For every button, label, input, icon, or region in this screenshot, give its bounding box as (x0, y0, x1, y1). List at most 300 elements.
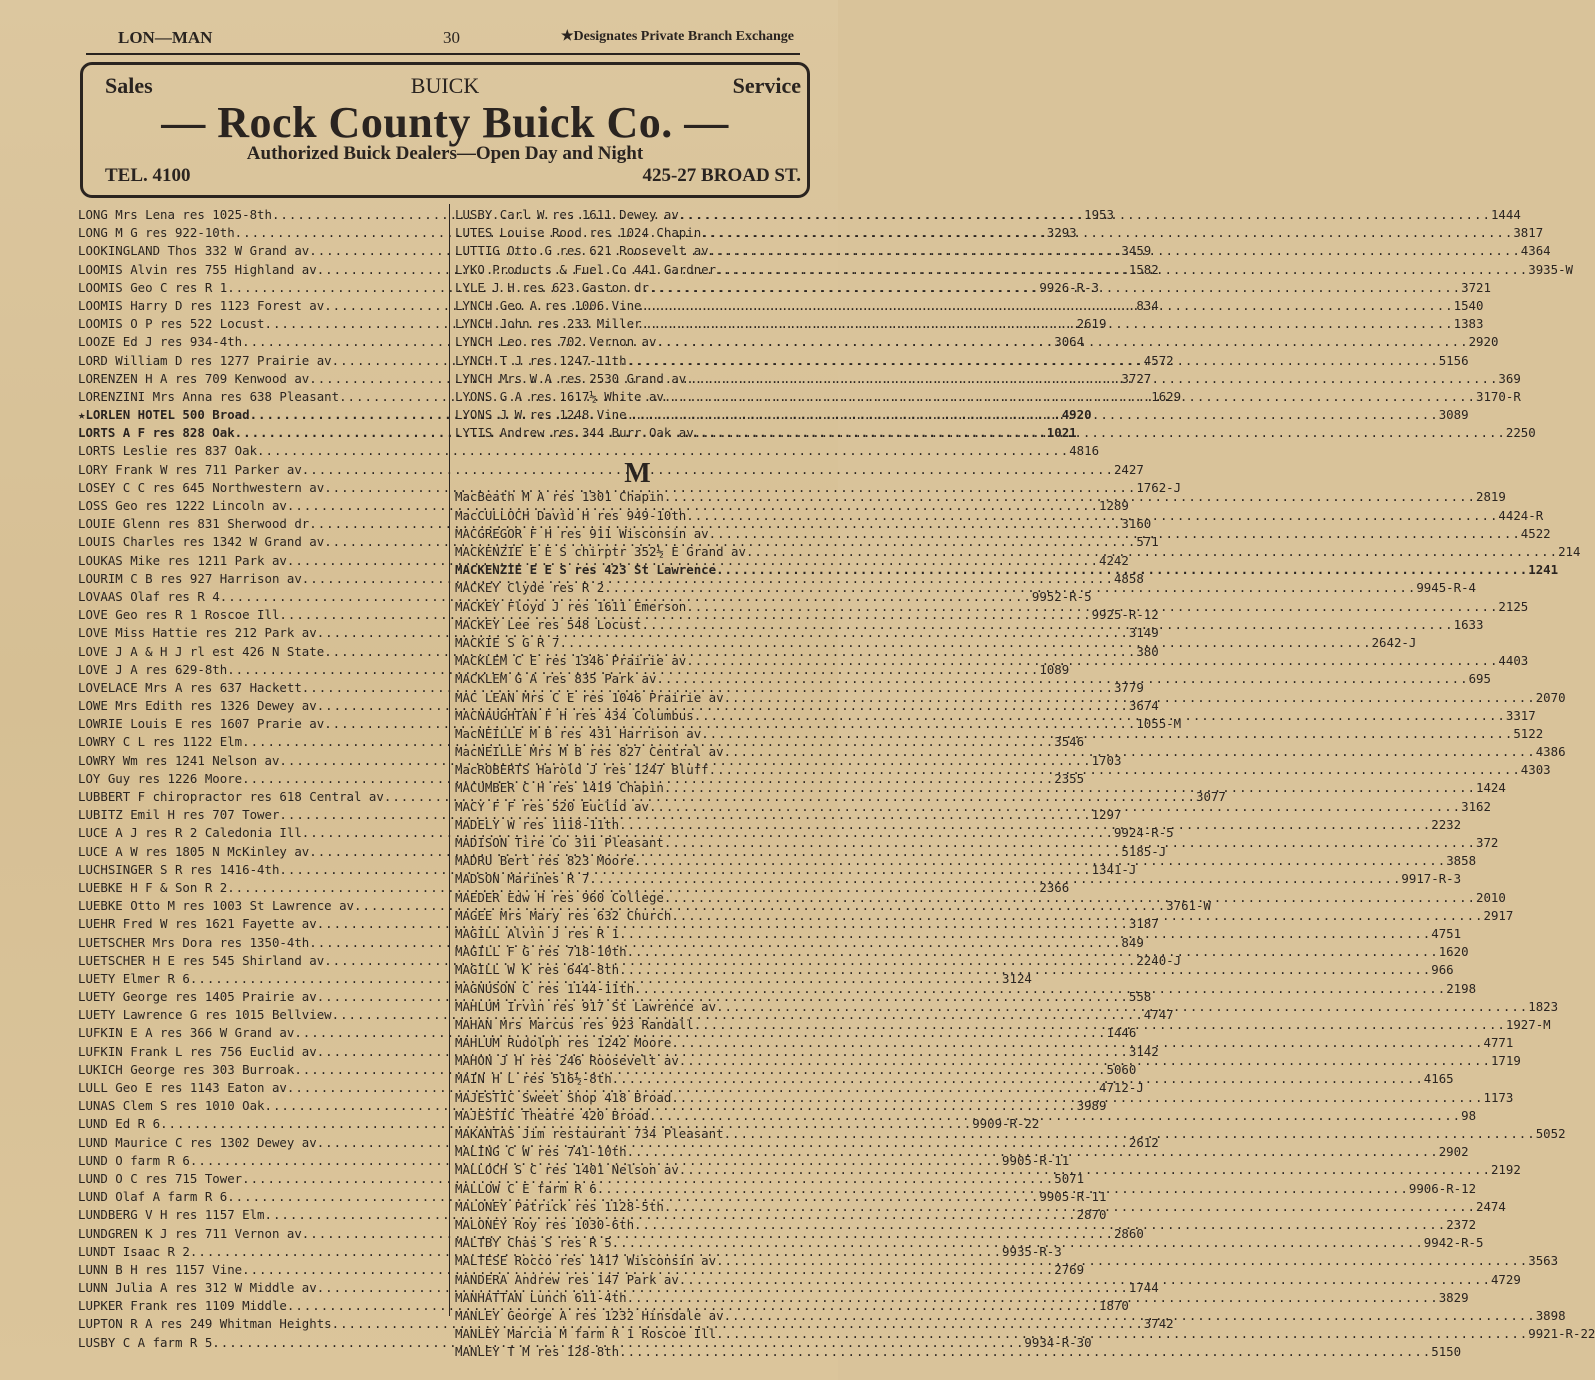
leader-dots (634, 980, 1446, 998)
listing-name: LOVE J A res 629-8th (78, 661, 228, 677)
listing-name: LYONS J W res 1248 Vine (455, 407, 627, 423)
listing-name: LUETSCHER H E res 545 Shirland av (78, 952, 325, 968)
phone-number: 2070 (1535, 689, 1566, 705)
listing-name: LUSBY Carl W res 1611 Dewey av (455, 207, 679, 222)
phone-number: 2240-J (1136, 952, 1182, 968)
leader-dots (612, 1070, 1424, 1088)
leader-dots (656, 670, 1468, 688)
listing-name: LOOMIS O P res 522 Locust (78, 316, 265, 332)
listing-name: MACKEY Lee res 548 Locust (455, 616, 642, 632)
phone-number: 1719 (1490, 1053, 1521, 1069)
listing-name: LOOKINGLAND Thos 332 W Grand av (78, 243, 310, 259)
leader-dots (619, 961, 1431, 979)
listing-name: MAC LEAN Mrs C E res 1046 Prairie av (455, 689, 724, 705)
listing-name: MADISON Tire Co 311 Pleasant (455, 835, 664, 850)
leader-dots (724, 689, 1536, 707)
listing-name: MACKENZIE E E S chirptr 352½ E Grand av (455, 544, 746, 559)
phone-number: 4729 (1490, 1271, 1521, 1287)
phone-number: 4303 (1520, 762, 1551, 778)
listing-name: MACKLEM C E res 1346 Prairie av (455, 653, 687, 669)
listing-name: LUNDGREN K J res 711 Vernon av (78, 1225, 302, 1241)
listing-name: MacNEILLE Mrs M B res 827 Central av (455, 744, 724, 760)
listing-name: LYLE J H res 623 Gaston dr (455, 279, 649, 295)
phone-number: 4712-J (1099, 1080, 1144, 1095)
phone-number: 369 (1498, 370, 1521, 386)
listing-name: MacBeath M A res 1301 Chapin (455, 489, 664, 505)
phone-number: 558 (1128, 989, 1152, 1005)
leader-dots (686, 598, 1498, 616)
ad-sales: Sales (105, 73, 153, 98)
leader-dots (724, 1125, 1536, 1143)
listing-name: MALLOW C E farm R 6 (455, 1180, 597, 1196)
listing-name: LUBITZ Emil H res 707 Tower (78, 807, 280, 823)
listing-name: LONG M G res 922-10th (78, 225, 235, 241)
phone-number: 9906-R-12 (1408, 1180, 1477, 1196)
leader-dots (642, 616, 1454, 634)
listing-name: LUPKER Frank res 1109 Middle (78, 1298, 287, 1314)
leader-dots (589, 870, 1401, 888)
leader-dots (724, 743, 1536, 761)
listing-name: MACKEY Clyde res R 2 (455, 580, 605, 596)
phone-number: 5185-J (1121, 843, 1167, 859)
phone-number: 1444 (1490, 207, 1521, 222)
phone-number: 2010 (1476, 889, 1506, 905)
leader-dots (701, 224, 1513, 242)
phone-number: 1241 (1528, 562, 1559, 578)
phone-number: 4920 (1061, 407, 1092, 423)
leader-dots (724, 1307, 1536, 1325)
leader-dots (597, 1180, 1409, 1198)
phone-number: 4165 (1423, 1071, 1454, 1087)
phone-number: 2192 (1490, 1162, 1521, 1178)
listing-name: LYNCH John res 233 Miller (455, 316, 642, 332)
listing-name: MACGREGOR F H res 911 Wisconsin av (455, 525, 709, 541)
phone-number: 3160 (1121, 516, 1152, 532)
phone-number: 1173 (1483, 1089, 1514, 1105)
leader-dots (671, 1089, 1483, 1107)
phone-number: 1055-M (1136, 716, 1182, 732)
listing-name: MACY F F res 520 Euclid av (455, 798, 649, 814)
phone-number: 4816 (1069, 443, 1100, 459)
listing-name: LOUKAS Mike res 1211 Park av (78, 552, 287, 568)
phone-number: 1744 (1128, 1280, 1159, 1296)
listing-name: LUEHR Fred W res 1621 Fayette av (78, 916, 317, 932)
leader-dots (679, 206, 1491, 224)
listing-name: LUETY Lawrence G res 1015 Bellview (78, 1007, 332, 1023)
leader-dots (649, 798, 1461, 816)
listing-name: MADSON Marines R 7 (455, 871, 590, 887)
column-divider (449, 204, 450, 1316)
phone-number: 1446 (1106, 1025, 1137, 1041)
phone-number: 4747 (1143, 1007, 1174, 1023)
listing-name: LUNDBERG V H res 1157 Elm (78, 1207, 265, 1223)
phone-number: 1823 (1528, 998, 1559, 1014)
listing-name: LUFKIN E A res 366 W Grand av (78, 1025, 295, 1041)
listing-name: LOWRY C L res 1122 Elm (78, 734, 243, 750)
listing-name: MADRU Bert res 823 Moore (455, 853, 635, 869)
leader-dots (612, 1234, 1424, 1252)
phone-number: 3149 (1128, 625, 1159, 641)
listing-name: LUCHSINGER S R res 1416-4th (78, 861, 280, 877)
ad-address: 425-27 BROAD ST. (642, 165, 801, 186)
phone-number: 2250 (1505, 425, 1536, 441)
leader-dots (679, 1271, 1491, 1289)
phone-number: 3546 (1054, 734, 1085, 750)
listing-name: LYNCH T J res 1247-11th (455, 352, 627, 368)
leader-dots (642, 297, 1454, 315)
phone-number: 2902 (1438, 1144, 1469, 1160)
phone-number: 3077 (1196, 789, 1226, 804)
listing-name: MAEDER Edw H res 960 College (455, 889, 664, 905)
phone-number: 3898 (1535, 1307, 1566, 1323)
phone-number: 2125 (1498, 598, 1529, 614)
phone-number: 3935-W (1528, 261, 1573, 277)
phone-number: 4386 (1535, 744, 1566, 760)
phone-number: 380 (1136, 643, 1159, 659)
listing-name: MacROBERTS Harold J res 1247 Bluff (455, 762, 709, 778)
phone-number: 5060 (1106, 1061, 1137, 1077)
phone-number: 1540 (1453, 297, 1484, 313)
phone-number: 2917 (1483, 907, 1514, 923)
phone-number: 3761-W (1166, 898, 1211, 914)
listing-name: MALONEY Patrick res 1128-5th (455, 1198, 664, 1214)
phone-number: 4403 (1498, 653, 1529, 669)
leader-dots (664, 889, 1476, 907)
leader-dots (627, 943, 1439, 961)
listing-name: MACNAUGHTAN F H res 434 Columbus (455, 707, 694, 723)
phone-number: 2355 (1054, 770, 1085, 786)
listing-name: LOUIE Glenn res 831 Sherwood dr (78, 516, 310, 532)
phone-number: 3064 (1054, 334, 1085, 350)
phone-number: 214 (1558, 544, 1581, 559)
listing-name: MacNEILLE M B res 431 Harrison av (455, 725, 702, 741)
phone-number: 1703 (1091, 752, 1122, 768)
phone-number: 3124 (1002, 970, 1032, 986)
phone-number: 5071 (1054, 1170, 1085, 1186)
phone-number: 5150 (1431, 1344, 1462, 1360)
listing-name: ★LORLEN HOTEL 500 Broad (78, 407, 250, 423)
listing-name: LOSEY C C res 645 Northwestern av (78, 479, 325, 495)
ad-tagline: Authorized Buick Dealers—Open Day and Night (246, 143, 644, 164)
listing-name: MALLOCH S C res 1401 Nelson av (455, 1162, 679, 1178)
listing-name: LOWRIE Louis E res 1607 Prarie av (78, 716, 325, 732)
leader-dots (746, 543, 1558, 561)
listing-name: MAJESTIC Sweet Shop 418 Broad (455, 1089, 672, 1105)
phone-number: 1870 (1099, 1298, 1129, 1314)
listing-name: LYKO Products & Fuel Co 441 Gardner (455, 261, 717, 277)
listing-name: LYONS G A res 1617½ White av (455, 388, 664, 404)
phone-number: 3459 (1121, 243, 1152, 259)
listing-name: MANDERA Andrew res 147 Park av (455, 1271, 679, 1287)
listing-name: LORTS Leslie res 837 Oak (78, 443, 258, 459)
leader-dots (716, 1325, 1528, 1343)
phone-number: 3142 (1128, 1043, 1159, 1059)
phone-number: 3858 (1446, 853, 1477, 869)
listing-name: MACKENZIE E E S res 423 St Lawrence (455, 562, 717, 578)
leader-dots (694, 424, 1506, 442)
listing-name: MAGNUSON C res 1144-11th (455, 980, 635, 996)
phone-number: 2819 (1476, 489, 1506, 505)
leader-dots (671, 907, 1483, 925)
listing-name: MANLEY Marcia M farm R 1 Roscoe Ill (455, 1326, 717, 1342)
leader-dots (627, 352, 1439, 370)
listing-name: MALTBY Chas S res R 5 (455, 1235, 612, 1251)
leader-dots (679, 1052, 1491, 1070)
listing-name: LOVAAS Olaf res R 4 (78, 588, 220, 604)
phone-number: 3187 (1128, 916, 1159, 932)
phone-number: 2427 (1113, 461, 1144, 477)
phone-number: 2920 (1468, 334, 1499, 350)
phone-number: 2769 (1054, 1261, 1085, 1277)
listing-name: LYNCH Mrs W A res 2530 Grand av (455, 370, 687, 386)
phone-number: 2860 (1113, 1225, 1144, 1241)
listing-name: MALTESE Rocco res 1417 Wisconsin av (455, 1253, 717, 1269)
listing-name: LONG Mrs Lena res 1025-8th (78, 207, 272, 222)
listing-name: LUND Ed R 6 (78, 1116, 161, 1132)
section-letter-m: M (624, 458, 651, 490)
listing-name: LUBBERT F chiropractor res 618 Central av (78, 789, 384, 804)
phone-number: 98 (1461, 1107, 1477, 1123)
leader-dots (627, 1289, 1439, 1307)
phone-number: 1762-J (1136, 479, 1182, 495)
listing-name: LOOMIS Geo C res R 1 (78, 279, 228, 295)
directory-listing (78, 461, 1144, 479)
phone-number: 3742 (1143, 1316, 1174, 1332)
phone-number: 9952-R-5 (1031, 588, 1092, 604)
leader-dots (709, 761, 1521, 779)
ad-telephone: TEL. 4100 (105, 165, 191, 186)
phone-number: 4424-R (1498, 507, 1544, 523)
listing-name: LUETY Elmer R 6 (78, 970, 190, 986)
listing-name: LUPTON R A res 249 Whitman Heights (78, 1316, 332, 1332)
phone-number: 3162 (1461, 798, 1491, 814)
phone-number: 9942-R-5 (1423, 1235, 1484, 1251)
listing-name: MAKANTAS Jim restaurant 734 Pleasant (455, 1126, 724, 1141)
phone-number: 9909-R-22 (972, 1116, 1040, 1132)
phone-number: 3779 (1113, 679, 1144, 695)
listing-name: MACKLEM G A res 835 Park av (455, 671, 657, 687)
listing-name: LOWRY Wm res 1241 Nelson av (78, 752, 280, 768)
listing-name: LORTS A F res 828 Oak (78, 425, 235, 441)
phone-number: 4364 (1520, 243, 1551, 259)
phone-number: 5122 (1513, 725, 1544, 741)
phone-number: 9905-R-11 (1039, 1189, 1107, 1205)
phone-number: 3563 (1528, 1253, 1559, 1269)
listing-name: LORENZINI Mrs Anna res 638 Pleasant (78, 388, 340, 404)
listing-name: MACUMBER C H res 1419 Chapin (455, 780, 664, 796)
pbx-note: ★Designates Private Branch Exchange (560, 29, 794, 44)
leader-dots (716, 561, 1528, 579)
phone-number: 2870 (1076, 1207, 1107, 1223)
phone-number: 3727 (1121, 370, 1152, 386)
directory-listing (78, 442, 1100, 460)
listing-name: LUCE A W res 1805 N McKinley av (78, 843, 310, 859)
leader-dots (627, 406, 1439, 424)
listing-name: LYTIS Andrew res 344 Burr Oak av (455, 425, 694, 441)
leader-dots (619, 1343, 1431, 1361)
leader-dots (642, 315, 1454, 333)
phone-number: 4572 (1143, 352, 1174, 368)
listing-name: LUETSCHER Mrs Dora res 1350-4th (78, 934, 310, 950)
phone-number: 571 (1136, 534, 1159, 550)
listing-name: LOURIM C B res 927 Harrison av (78, 570, 302, 586)
phone-number: 5052 (1535, 1126, 1566, 1141)
leader-dots (634, 852, 1446, 870)
leader-dots (716, 1252, 1528, 1270)
phone-number: 9925-R-12 (1091, 607, 1159, 623)
phone-number: 9921-R-22 (1528, 1326, 1595, 1342)
phone-number: 1927-M (1505, 1016, 1551, 1032)
phone-number: 1383 (1453, 316, 1484, 332)
phone-number: 1424 (1476, 780, 1506, 796)
listing-name: LUND O C res 715 Tower (78, 1170, 243, 1186)
listing-name: LOY Guy res 1226 Moore (78, 770, 243, 786)
listing-name: LOOMIS Harry D res 1123 Forest av (78, 297, 325, 313)
phone-number: 834 (1136, 297, 1159, 313)
leader-dots (664, 1198, 1476, 1216)
listing-name: MANHATTAN Lunch 611-4th (455, 1289, 627, 1305)
leader-dots (664, 488, 1476, 506)
phone-number: 1021 (1046, 425, 1077, 441)
listing-name: MALING C W res 741-10th (455, 1144, 627, 1160)
listing-name: MAHAN Mrs Marcus res 923 Randall (455, 1016, 694, 1032)
listing-name: MADELY W res 1118-11th (455, 816, 620, 832)
phone-number: 3317 (1505, 707, 1536, 723)
leader-dots (716, 998, 1528, 1016)
leader-dots (664, 779, 1476, 797)
listing-name: LOOMIS Alvin res 755 Highland av (78, 261, 317, 277)
phone-number: 4751 (1431, 925, 1462, 941)
header-rule (86, 53, 800, 55)
leader-dots (664, 834, 1476, 852)
page-header (118, 28, 794, 50)
listing-name: LUNDT Isaac R 2 (78, 1243, 190, 1259)
listing-name: LUTTIG Otto G res 621 Roosevelt av (455, 243, 709, 259)
phone-number: 2619 (1076, 316, 1107, 332)
leader-dots (619, 925, 1431, 943)
listing-name: LUND Olaf A farm R 6 (78, 1189, 228, 1205)
leader-dots (664, 388, 1476, 406)
phone-number: 5156 (1438, 352, 1469, 368)
listing-name: LUETY George res 1405 Prairie av (78, 989, 317, 1005)
listing-name: LOVE J A & H J rl est 426 N State (78, 643, 325, 659)
listing-name: LUKICH George res 303 Burroak (78, 1061, 295, 1077)
leader-dots (619, 816, 1431, 834)
listing-name: LORY Frank W res 711 Parker av (78, 461, 302, 477)
listing-name: LOVELACE Mrs A res 637 Hackett (78, 679, 302, 695)
phone-number: 2642-J (1371, 634, 1417, 650)
listing-name: LOOZE Ed J res 934-4th (78, 334, 243, 350)
listing-name: LUND O farm R 6 (78, 1152, 190, 1168)
phone-number: 3170-R (1476, 388, 1521, 404)
ad-company-name: — Rock County Buick Co. — (161, 98, 729, 147)
phone-number: 9934-R-30 (1024, 1334, 1092, 1350)
phone-number: 2232 (1431, 816, 1462, 832)
page-number: 30 (443, 28, 460, 47)
name-range: LON—MAN (118, 28, 213, 47)
phone-number: 1341-J (1091, 861, 1137, 877)
listing-name: LUNAS Clem S res 1010 Oak (78, 1098, 265, 1114)
listing-name: MAGILL W K res 644-8th (455, 962, 620, 978)
listing-name: LOSS Geo res 1222 Lincoln av (78, 498, 287, 513)
leader-dots (656, 333, 1468, 351)
listing-name: MALONEY Roy res 1030-6th (455, 1216, 635, 1232)
phone-number: 966 (1431, 962, 1454, 978)
phone-number: 9905-R-11 (1002, 1152, 1070, 1168)
listing-name: LUEBKE H F & Son R 2 (78, 879, 228, 895)
listing-name: MACKIE S G R 7 (455, 634, 560, 650)
phone-number: 3829 (1438, 1289, 1469, 1305)
listing-name: LUNN B H res 1157 Vine (78, 1261, 243, 1277)
listing-name: LYNCH Leo res 702 Vernon av (455, 334, 657, 350)
listing-name: LUNN Julia A res 312 W Middle av (78, 1280, 317, 1296)
leader-dots (604, 579, 1416, 597)
listing-name: LUFKIN Frank L res 756 Euclid av (78, 1043, 317, 1059)
listing-name: LOUIS Charles res 1342 W Grand av (78, 534, 325, 550)
phone-number: 1620 (1438, 944, 1469, 960)
phone-number: 4858 (1113, 570, 1144, 586)
phone-number: 1289 (1099, 498, 1129, 513)
listing-name: LUSBY C A farm R 5 (78, 1334, 213, 1350)
phone-number: 3293 (1046, 225, 1077, 241)
buick-advertisement (80, 62, 810, 198)
phone-number: 9945-R-4 (1416, 580, 1477, 596)
leader-dots (559, 634, 1371, 652)
listing-name: LYNCH Geo A res 1006 Vine (455, 297, 642, 313)
phone-number: 9926-R-3 (1039, 279, 1100, 295)
leader-dots (671, 1034, 1483, 1052)
listing-name: LOVE Geo res R 1 Roscoe Ill (78, 607, 280, 623)
phone-number: 4242 (1099, 552, 1129, 568)
phone-number: 3817 (1513, 225, 1544, 241)
phone-number: 2366 (1039, 879, 1070, 895)
phone-number: 9917-R-3 (1401, 871, 1462, 887)
listing-name: LORENZEN H A res 709 Kenwood av (78, 370, 310, 386)
listing-name: MAGEE Mrs Mary res 632 Church (455, 907, 672, 923)
listing-name: LUTES Louise Rood res 1024 Chapin (455, 225, 702, 241)
leader-dots (634, 1216, 1446, 1234)
listing-name: MANLEY T M res 128-8th (455, 1344, 620, 1360)
phone-number: 2612 (1128, 1134, 1159, 1150)
phone-number: 4771 (1483, 1035, 1514, 1051)
phone-number: 9935-R-3 (1002, 1243, 1062, 1259)
leader-dots (694, 1016, 1506, 1034)
phone-number: 3674 (1128, 698, 1159, 714)
phone-number: 1629 (1151, 388, 1182, 404)
listing-name: MAHON J H res 246 Roosevelt av (455, 1053, 679, 1069)
listing-name: MAJESTIC Theatre 420 Broad (455, 1107, 649, 1123)
phone-number: 1582 (1128, 261, 1159, 277)
ad-service: Service (732, 73, 801, 98)
phone-number: 9924-R-5 (1113, 825, 1174, 841)
listing-name: LUEBKE Otto M res 1003 St Lawrence av (78, 898, 355, 914)
phone-number: 2372 (1446, 1216, 1477, 1232)
phone-number: 3721 (1461, 279, 1491, 295)
leader-dots (686, 507, 1498, 525)
leader-dots (679, 1161, 1491, 1179)
leader-dots (709, 242, 1521, 260)
phone-number: 1297 (1091, 807, 1122, 823)
phone-number: 372 (1476, 835, 1499, 850)
listing-name: MAGILL F G res 718-10th (455, 944, 627, 960)
listing-name: LULL Geo E res 1143 Eaton av (78, 1080, 287, 1095)
phone-number: 695 (1468, 671, 1491, 687)
phone-number: 1633 (1453, 616, 1484, 632)
listing-name: LUND Maurice C res 1302 Dewey av (78, 1134, 317, 1150)
leader-dots (686, 370, 1498, 388)
leader-dots (649, 279, 1461, 297)
ad-brand: BUICK (410, 73, 480, 98)
